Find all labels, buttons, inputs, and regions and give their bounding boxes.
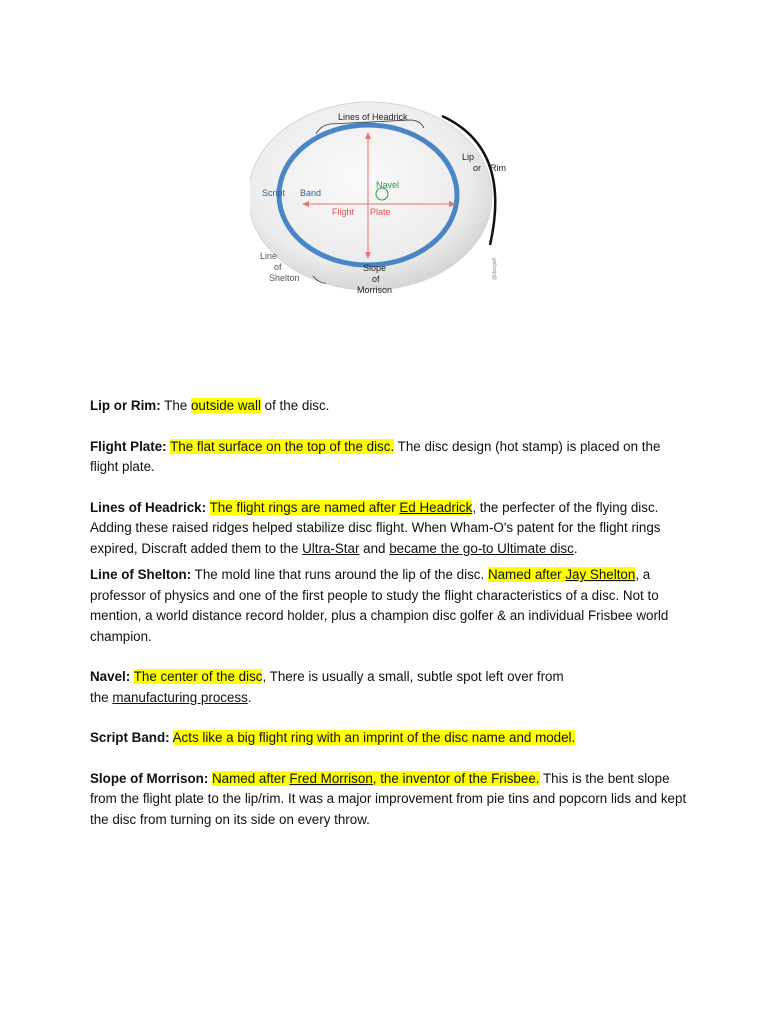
definition-term: Flight Plate:	[90, 438, 167, 454]
definition-link-text: Fred Morrison	[289, 770, 373, 786]
label-line-of-shelton-1: Line	[260, 251, 278, 261]
label-flight: Flight	[332, 207, 355, 217]
label-lip: Lip	[462, 152, 475, 162]
definition-term: Script Band:	[90, 730, 170, 745]
highlighted-text: Named after	[212, 770, 290, 786]
label-slope-of-morrison-2: of	[372, 274, 380, 284]
definition-text: This is the bent slope from the flight plate to the lip/rim. It was a major improvement from pie tins and popcorn lids and kept the disc from turning on its side on every throw.	[90, 770, 687, 827]
definition-text: of the disc.	[260, 398, 330, 413]
definition-text: The mold line that runs around the lip of the disc.	[191, 567, 488, 582]
label-rim: Rim	[490, 163, 506, 173]
label-band: Band	[300, 188, 322, 198]
definition-text: , a professor of physics and one of the first people to study the flight characteristics of a disc. Not to mention, a world distance record holder, plus a champion disc golfer & an individual Frisbee world champion.	[90, 567, 669, 644]
definition-term: Slope of Morrison:	[90, 770, 209, 786]
definition-text: , the perfecter of the flying disc. Adding these raised ridges helped stabilize disc flight. When Wham-O's patent for the flight rings expired, Discraft added them to the	[90, 499, 661, 556]
definition-link-text: Ed Headrick	[399, 499, 473, 515]
label-slope-of-morrison-3: Morrison	[357, 285, 393, 295]
definition-text: and	[359, 540, 390, 556]
definition-term: Line of Shelton:	[90, 567, 192, 582]
label-lines-of-headrick: Lines of Headrick	[338, 112, 408, 122]
highlighted-text: The flight rings are named after	[209, 499, 400, 515]
label-navel: Navel	[376, 180, 400, 190]
definition-text: , There is usually a small, subtle spot left over from	[262, 669, 564, 684]
definition-term: Navel:	[90, 669, 131, 684]
label-credit: @discgolf	[492, 257, 498, 280]
highlighted-text: Named after	[487, 567, 566, 582]
highlighted-text: outside wall	[190, 398, 261, 413]
label-slope-of-morrison-1: Slope	[363, 263, 387, 273]
highlighted-text: The center of the disc	[133, 669, 263, 684]
label-script: Script	[262, 188, 286, 198]
highlighted-text: The flat surface on the top of the disc.	[170, 438, 395, 454]
highlighted-text: , the inventor of the Frisbee.	[372, 770, 540, 786]
definition-link-text: manufacturing process	[112, 689, 248, 705]
definition-link-text: Ultra-Star	[302, 540, 360, 556]
definition-paragraph	[90, 498, 690, 560]
definition-paragraph	[90, 437, 690, 478]
definition-term: Lines of Headrick:	[90, 499, 207, 515]
definition-text: .	[247, 689, 252, 705]
definition-term: Lip or Rim:	[90, 398, 161, 413]
label-line-of-shelton-2: of	[274, 262, 282, 272]
definition-paragraph	[90, 667, 690, 708]
definition-paragraph	[90, 769, 690, 831]
highlighted-text: Acts like a big flight ring with an imprint of the disc name and model.	[172, 730, 576, 745]
definition-paragraph	[90, 728, 690, 749]
definitions-list	[90, 396, 690, 850]
definition-text: .	[573, 540, 578, 556]
disc-anatomy-diagram	[250, 100, 520, 300]
label-plate: Plate	[370, 207, 391, 217]
definition-paragraph	[90, 565, 690, 647]
definition-link-text: became the go-to Ultimate disc	[389, 540, 574, 556]
definition-text: The	[160, 398, 191, 413]
definition-text: The disc design (hot stamp) is placed on the flight plate.	[90, 438, 661, 474]
definition-paragraph	[90, 396, 690, 417]
label-or: or	[473, 163, 482, 173]
definition-link-text: Jay Shelton	[565, 567, 636, 582]
label-line-of-shelton-3: Shelton	[269, 273, 300, 283]
definition-text: the	[90, 689, 113, 705]
